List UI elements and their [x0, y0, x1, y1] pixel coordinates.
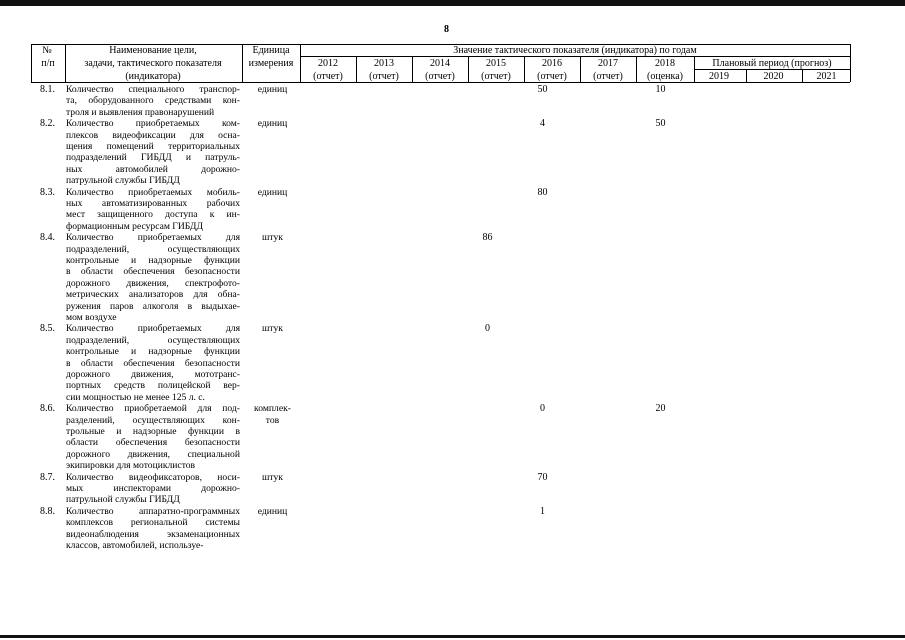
row-name-line: классов, автомобилей, используе-: [66, 540, 204, 551]
row-name-line: портных средств полицейской вер-: [66, 380, 240, 392]
row-name-line: видеонаблюдения экзаменационных: [66, 528, 240, 540]
row-name-line: подразделений, осуществляющих: [66, 334, 240, 346]
grid-line: [636, 56, 637, 82]
row-name-line: сии мощностью не менее 125 л. с.: [66, 391, 205, 403]
value-2018: 20: [655, 403, 666, 415]
page-number: 8: [444, 24, 449, 35]
row-unit: штук: [262, 232, 283, 244]
grid-line: [356, 56, 357, 82]
header-year-2012: 2012: [318, 58, 338, 69]
header-year-2016: 2016: [542, 58, 562, 69]
row-unit: единиц: [257, 84, 288, 95]
row-name-line: дорожного движения, специальной: [66, 448, 240, 460]
header-year-sub-2015: (отчет): [481, 71, 511, 82]
header-plan-2019: 2019: [709, 71, 729, 82]
row-name-line: экипировки для мотоциклистов: [66, 460, 196, 472]
row-number: 8.4.: [40, 232, 55, 244]
row-number: 8.6.: [40, 403, 55, 415]
row-number: 8.7.: [40, 471, 55, 483]
top-border: [0, 0, 905, 6]
value-2016: 50: [537, 84, 548, 95]
row-unit: единиц: [257, 505, 288, 517]
header-num: №: [42, 45, 52, 56]
grid-line: [242, 44, 243, 82]
row-name-line: троля и выявления правонарушений: [66, 106, 215, 118]
row-name-line: патрульной службы ГИБДД: [66, 175, 180, 187]
value-2016: 70: [537, 471, 548, 483]
header-year-2017: 2017: [598, 58, 618, 69]
grid-line: [65, 44, 66, 82]
header-year-sub-2012: (отчет): [313, 71, 343, 82]
row-unit: тов: [265, 414, 280, 426]
row-number: 8.3.: [40, 186, 55, 198]
grid-line: [412, 56, 413, 82]
value-2015: 0: [485, 323, 490, 335]
value-2016: 0: [540, 403, 545, 415]
header-year-sub-2014: (отчет): [425, 71, 455, 82]
row-name-line: ружения паров алкоголя в выдыхае-: [66, 300, 240, 312]
header-year-2018: 2018: [655, 58, 675, 69]
row-name-line: Количество приобретаемых для: [66, 323, 240, 335]
header-year-sub-2018: (оценка): [647, 71, 683, 82]
row-name-line: трольные и надзорные функции в: [66, 426, 240, 437]
grid-line: [300, 44, 301, 82]
row-name-line: Количество приобретаемой для под-: [66, 403, 240, 415]
row-unit: единиц: [257, 118, 288, 130]
grid-line: [802, 69, 803, 82]
row-name-line: дорожного движения, спектрофото-: [66, 277, 240, 289]
row-name-line: Количество видеофиксаторов, носи-: [66, 471, 240, 483]
row-number: 8.8.: [40, 505, 55, 517]
header-year-2015: 2015: [486, 58, 506, 69]
row-name-line: контрольные и надзорные функции: [66, 346, 240, 358]
value-2016: 80: [537, 186, 548, 198]
row-name-line: области обеспечения безопасности: [66, 437, 240, 449]
grid-line: [524, 56, 525, 82]
header-year-sub-2013: (отчет): [369, 71, 399, 82]
grid-line: [468, 56, 469, 82]
grid-line: [31, 82, 850, 83]
row-unit: штук: [262, 471, 283, 483]
header-year-sub-2017: (отчет): [593, 71, 623, 82]
header-num-sub: п/п: [41, 58, 55, 69]
row-name-line: метрических анализаторов для обна-: [66, 289, 240, 301]
grid-line: [850, 44, 851, 82]
grid-line: [694, 56, 695, 82]
row-name-line: ных автомобилей дорожно-: [66, 163, 240, 175]
value-2015: 86: [482, 232, 493, 244]
header-year-sub-2016: (отчет): [537, 71, 567, 82]
grid-line: [31, 44, 850, 45]
row-name-line: Количество приобретаемых мобиль-: [66, 186, 240, 198]
row-number: 8.1.: [40, 84, 55, 95]
row-name-line: та, оборудованного средствами кон-: [66, 95, 240, 107]
row-name-line: комплексов региональной системы: [66, 517, 240, 529]
header-name-3: (индикатора): [125, 71, 181, 82]
grid-line: [746, 69, 747, 82]
grid-line: [300, 56, 850, 57]
row-name-line: разделений, осуществляющих кон-: [66, 414, 240, 426]
row-unit: штук: [262, 323, 283, 335]
header-year-2014: 2014: [430, 58, 450, 69]
row-name-line: щения помещений территориальных: [66, 141, 240, 152]
row-name-line: Количество приобретаемых для: [66, 232, 240, 244]
row-unit: единиц: [257, 186, 288, 198]
row-name-line: мых инспекторами дорожно-: [66, 483, 240, 494]
header-plan-2020: 2020: [763, 71, 784, 82]
row-name-line: плексов видеофиксации для осна-: [66, 129, 240, 141]
grid-line: [580, 56, 581, 82]
header-unit-2: измерения: [248, 58, 294, 69]
header-plan-title: Плановый период (прогноз): [712, 58, 832, 69]
row-number: 8.2.: [40, 118, 55, 130]
row-name-line: подразделений ГИБДД и патруль-: [66, 152, 240, 164]
value-2016: 1: [540, 505, 545, 517]
grid-line: [31, 44, 32, 82]
grid-line: [694, 69, 850, 70]
header-year-2013: 2013: [374, 58, 394, 69]
row-name-line: контрольные и надзорные функции: [66, 255, 240, 266]
row-name-line: в области обеспечения безопасности: [66, 357, 240, 369]
value-2018: 10: [655, 84, 666, 95]
row-name-line: Количество приобретаемых ком-: [66, 118, 240, 130]
bottom-border: [0, 635, 905, 638]
row-name-line: в области обеспечения безопасности: [66, 266, 240, 278]
header-name-2: задачи, тактического показателя: [84, 58, 222, 69]
row-name-line: мом воздухе: [66, 312, 117, 323]
header-name-1: Наименование цели,: [109, 45, 197, 56]
row-number: 8.5.: [40, 323, 55, 335]
row-unit: комплек-: [254, 403, 291, 415]
value-2018: 50: [655, 118, 666, 130]
row-name-line: формационным ресурсам ГИБДД: [66, 220, 204, 232]
header-values-title: Значение тактического показателя (индикатора) по годам: [453, 45, 697, 56]
value-2016: 4: [540, 118, 545, 130]
header-plan-2021: 2021: [816, 71, 837, 82]
row-name-line: дорожного движения, мототранс-: [66, 369, 240, 380]
row-name-line: подразделений, осуществляющих: [66, 243, 240, 255]
row-name-line: Количество специального транспор-: [66, 84, 240, 95]
row-name-line: Количество аппаратно-программных: [66, 505, 240, 517]
row-name-line: мест защищенного доступа к ин-: [66, 209, 240, 221]
row-name-line: патрульной службы ГИБДД: [66, 494, 180, 506]
header-unit-1: Единица: [252, 45, 290, 56]
row-name-line: ных автоматизированных рабочих: [66, 198, 240, 209]
